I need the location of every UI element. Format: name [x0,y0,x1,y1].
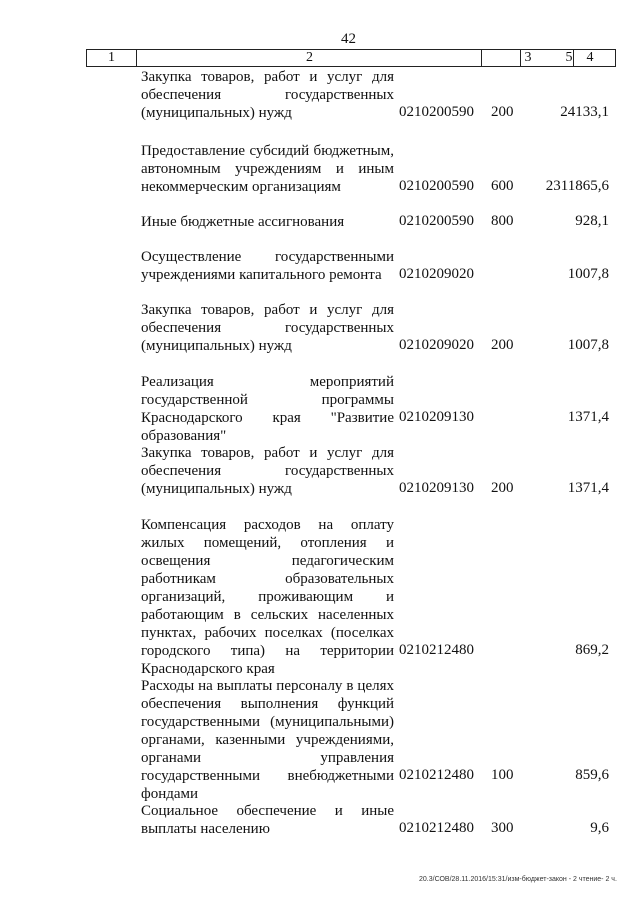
column-number-2: 2 [136,50,482,66]
column-number-5: 5 [520,50,617,66]
row-code: 0210212480 [399,767,474,783]
column-number-1: 1 [108,50,115,65]
page-number: 42 [341,31,356,47]
row-amount: 24133,1 [560,104,609,120]
row-amount: 928,1 [575,213,609,229]
row-description: Расходы на выплаты персоналу в целях обеспечения выполнения функций государственными (муниципальными) органами, казенными учреждениями, органами управления государственными внебюджетными фондами [141,678,394,802]
row-type: 300 [491,820,514,836]
row-amount: 1007,8 [567,266,609,282]
row-code: 0210212480 [399,642,474,658]
row-code: 0210212480 [399,820,474,836]
row-code: 0210209130 [399,409,474,425]
row-code: 0210200590 [399,178,474,194]
row-amount: 1371,4 [567,409,609,425]
row-description: Закупка товаров, работ и услуг для обеспечения государственных (муниципальных) нужд [141,302,394,354]
row-type: 100 [491,767,514,783]
column-number-4: 4 [573,50,606,66]
column-number-3: 3 [481,50,574,66]
row-type: 800 [491,213,514,229]
row-amount: 859,6 [575,767,609,783]
row-description: Компенсация расходов на оплату жилых помещений, отопления и освещения педагогическим работникам образовательных организаций, проживающим и работающим в сельских населенных пунктах, рабочих поселках (поселках городского типа) на территории Краснодарского края [141,517,394,677]
row-description: Осуществление государственными учреждениями капитального ремонта [141,249,394,283]
row-code: 0210209020 [399,337,474,353]
row-type: 200 [491,337,514,353]
row-amount: 9,6 [590,820,609,836]
row-description: Иные бюджетные ассигнования [141,214,345,230]
row-description: Реализация мероприятий государственной программы Краснодарского края "Развитие образования" [141,374,394,444]
row-code: 0210209130 [399,480,474,496]
row-amount: 869,2 [575,642,609,658]
row-amount: 1007,8 [567,337,609,353]
row-amount: 2311865,6 [545,178,609,194]
footer-document-stamp: 20.3/СОВ/28.11.2016/15:31/изм-бюджет-закон - 2 чтение- 2 ч. [419,876,617,883]
row-code: 0210209020 [399,266,474,282]
table-column-header [86,49,616,67]
row-description: Предоставление субсидий бюджетным, автономным учреждениям и иным некоммерческим организациям [141,143,394,195]
row-amount: 1371,4 [567,480,609,496]
row-type: 200 [491,480,514,496]
row-description: Закупка товаров, работ и услуг для обеспечения государственных (муниципальных) нужд [141,445,394,497]
row-type: 200 [491,104,514,120]
row-code: 0210200590 [399,104,474,120]
row-type: 600 [491,178,514,194]
row-description: Закупка товаров, работ и услуг для обеспечения государственных (муниципальных) нужд [141,69,394,121]
row-code: 0210200590 [399,213,474,229]
row-description: Социальное обеспечение и иные выплаты населению [141,803,394,837]
